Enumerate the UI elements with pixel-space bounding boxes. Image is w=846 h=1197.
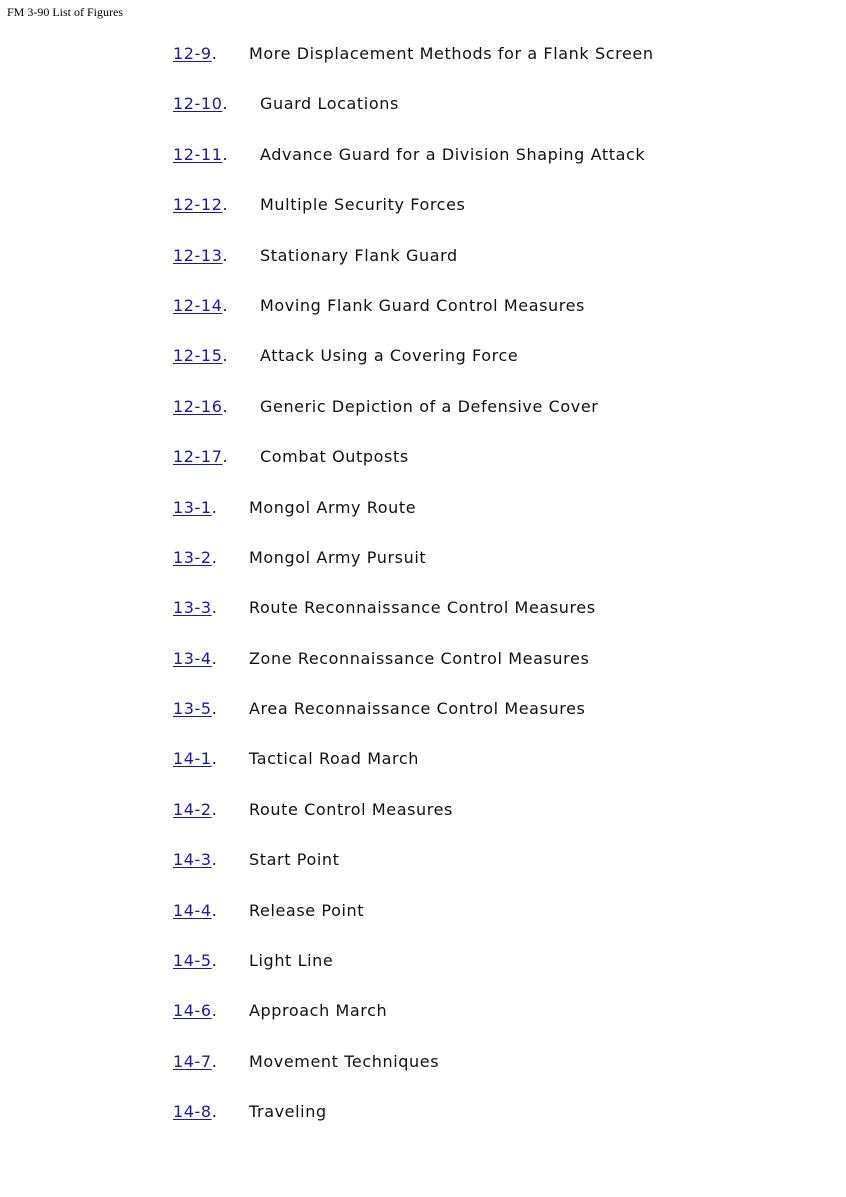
figure-list-item — [173, 900, 654, 950]
figure-title: Movement Techniques — [249, 1051, 440, 1071]
figure-title: Approach March — [249, 1001, 388, 1021]
figure-link[interactable]: 12-10 — [173, 94, 223, 114]
figure-list — [173, 43, 654, 1152]
figure-number-period: . — [211, 598, 218, 618]
figure-number-period: . — [222, 346, 229, 366]
figure-list-item — [173, 345, 654, 395]
figure-title: Route Control Measures — [249, 799, 453, 819]
figure-number-period: . — [222, 447, 229, 467]
figure-title: Traveling — [249, 1102, 327, 1122]
figure-link[interactable]: 13-4 — [173, 648, 212, 668]
figure-link[interactable]: 14-5 — [173, 951, 212, 971]
figure-link[interactable]: 14-8 — [173, 1102, 212, 1122]
figure-link[interactable]: 13-3 — [173, 598, 212, 618]
figure-list-item — [173, 597, 654, 647]
figure-link[interactable]: 12-9 — [173, 44, 212, 63]
figure-title: More Displacement Methods for a Flank Screen — [249, 44, 654, 63]
figure-title: Guard Locations — [260, 94, 399, 114]
figure-number-period: . — [211, 749, 218, 769]
figure-list-item — [173, 1051, 654, 1101]
figure-number-period: . — [211, 1102, 218, 1122]
figure-number-period: . — [211, 699, 218, 719]
figure-title: Combat Outposts — [260, 447, 409, 467]
figure-number-cell — [173, 597, 249, 619]
figure-list-item — [173, 497, 654, 547]
figure-number-period: . — [222, 295, 229, 315]
figure-number-period: . — [211, 648, 218, 668]
figure-number-period: . — [222, 396, 229, 416]
figure-list-item — [173, 799, 654, 849]
figure-list-item — [173, 849, 654, 899]
figure-number-cell — [173, 648, 249, 670]
figure-number-cell — [173, 547, 249, 569]
figure-number-cell — [173, 295, 260, 317]
figure-number-cell — [173, 900, 249, 922]
figure-link[interactable]: 14-7 — [173, 1051, 212, 1071]
figure-link[interactable]: 13-2 — [173, 547, 212, 567]
figure-number-cell — [173, 396, 260, 418]
figure-link[interactable]: 14-1 — [173, 749, 212, 769]
figure-number-cell — [173, 194, 260, 216]
figure-link[interactable]: 12-17 — [173, 447, 223, 467]
figure-number-period: . — [211, 850, 218, 870]
figure-list-item — [173, 93, 654, 143]
figure-link[interactable]: 14-4 — [173, 900, 212, 920]
figure-number-cell — [173, 748, 249, 770]
figure-title: Attack Using a Covering Force — [260, 346, 519, 366]
figure-title: Route Reconnaissance Control Measures — [249, 598, 596, 618]
figure-title: Advance Guard for a Division Shaping Attack — [260, 144, 646, 164]
figure-title: Mongol Army Pursuit — [249, 547, 427, 567]
figure-number-period: . — [211, 547, 218, 567]
figure-title: Stationary Flank Guard — [260, 245, 458, 265]
figure-number-period: . — [222, 94, 229, 114]
figure-number-cell — [173, 93, 260, 115]
figure-number-period: . — [211, 44, 218, 63]
figure-link[interactable]: 14-3 — [173, 850, 212, 870]
figure-number-cell — [173, 1000, 249, 1022]
figure-number-period: . — [222, 195, 229, 215]
figure-title: Multiple Security Forces — [260, 195, 466, 215]
figure-number-period: . — [222, 144, 229, 164]
figure-list-item — [173, 295, 654, 345]
figure-number-cell — [173, 849, 249, 871]
figure-number-period: . — [222, 245, 229, 265]
figure-list-item — [173, 194, 654, 244]
figure-title: Release Point — [249, 900, 365, 920]
figure-title: Generic Depiction of a Defensive Cover — [260, 396, 599, 416]
figure-title: Area Reconnaissance Control Measures — [249, 699, 586, 719]
figure-list-item — [173, 1000, 654, 1050]
figure-number-cell — [173, 345, 260, 367]
figure-number-cell — [173, 799, 249, 821]
figure-list-item — [173, 446, 654, 496]
figure-title: Tactical Road March — [249, 749, 419, 769]
figure-link[interactable]: 12-15 — [173, 346, 223, 366]
figure-title: Light Line — [249, 951, 334, 971]
figure-list-item — [173, 43, 654, 93]
figure-list-item — [173, 748, 654, 798]
figure-number-cell — [173, 1101, 249, 1123]
figure-number-period: . — [211, 1001, 218, 1021]
figure-link[interactable]: 14-2 — [173, 799, 212, 819]
figure-list-item — [173, 547, 654, 597]
figure-link[interactable]: 12-12 — [173, 195, 223, 215]
figure-link[interactable]: 13-5 — [173, 699, 212, 719]
figure-number-cell — [173, 950, 249, 972]
figure-title: Start Point — [249, 850, 340, 870]
figure-number-cell — [173, 698, 249, 720]
figure-title: Moving Flank Guard Control Measures — [260, 295, 585, 315]
figure-list-item — [173, 396, 654, 446]
figure-number-cell — [173, 245, 260, 267]
figure-list-item — [173, 144, 654, 194]
figure-number-cell — [173, 144, 260, 166]
figure-link[interactable]: 12-14 — [173, 295, 223, 315]
figure-number-period: . — [211, 951, 218, 971]
figure-number-cell — [173, 1051, 249, 1073]
figure-link[interactable]: 12-11 — [173, 144, 223, 164]
figure-list-item — [173, 698, 654, 748]
figure-link[interactable]: 13-1 — [173, 497, 212, 517]
figure-title: Zone Reconnaissance Control Measures — [249, 648, 590, 668]
page-header: FM 3-90 List of Figures — [7, 5, 124, 19]
figure-number-cell — [173, 43, 249, 65]
figure-title: Mongol Army Route — [249, 497, 417, 517]
figure-number-period: . — [211, 1051, 218, 1071]
figure-link[interactable]: 12-13 — [173, 245, 223, 265]
figure-list-item — [173, 245, 654, 295]
figure-link[interactable]: 14-6 — [173, 1001, 212, 1021]
figure-number-period: . — [211, 900, 218, 920]
figure-number-period: . — [211, 497, 218, 517]
figure-link[interactable]: 12-16 — [173, 396, 223, 416]
figure-number-cell — [173, 497, 249, 519]
figure-list-item — [173, 1101, 654, 1151]
figure-list-item — [173, 950, 654, 1000]
figure-number-cell — [173, 446, 260, 468]
figure-list-item — [173, 648, 654, 698]
figure-number-period: . — [211, 799, 218, 819]
